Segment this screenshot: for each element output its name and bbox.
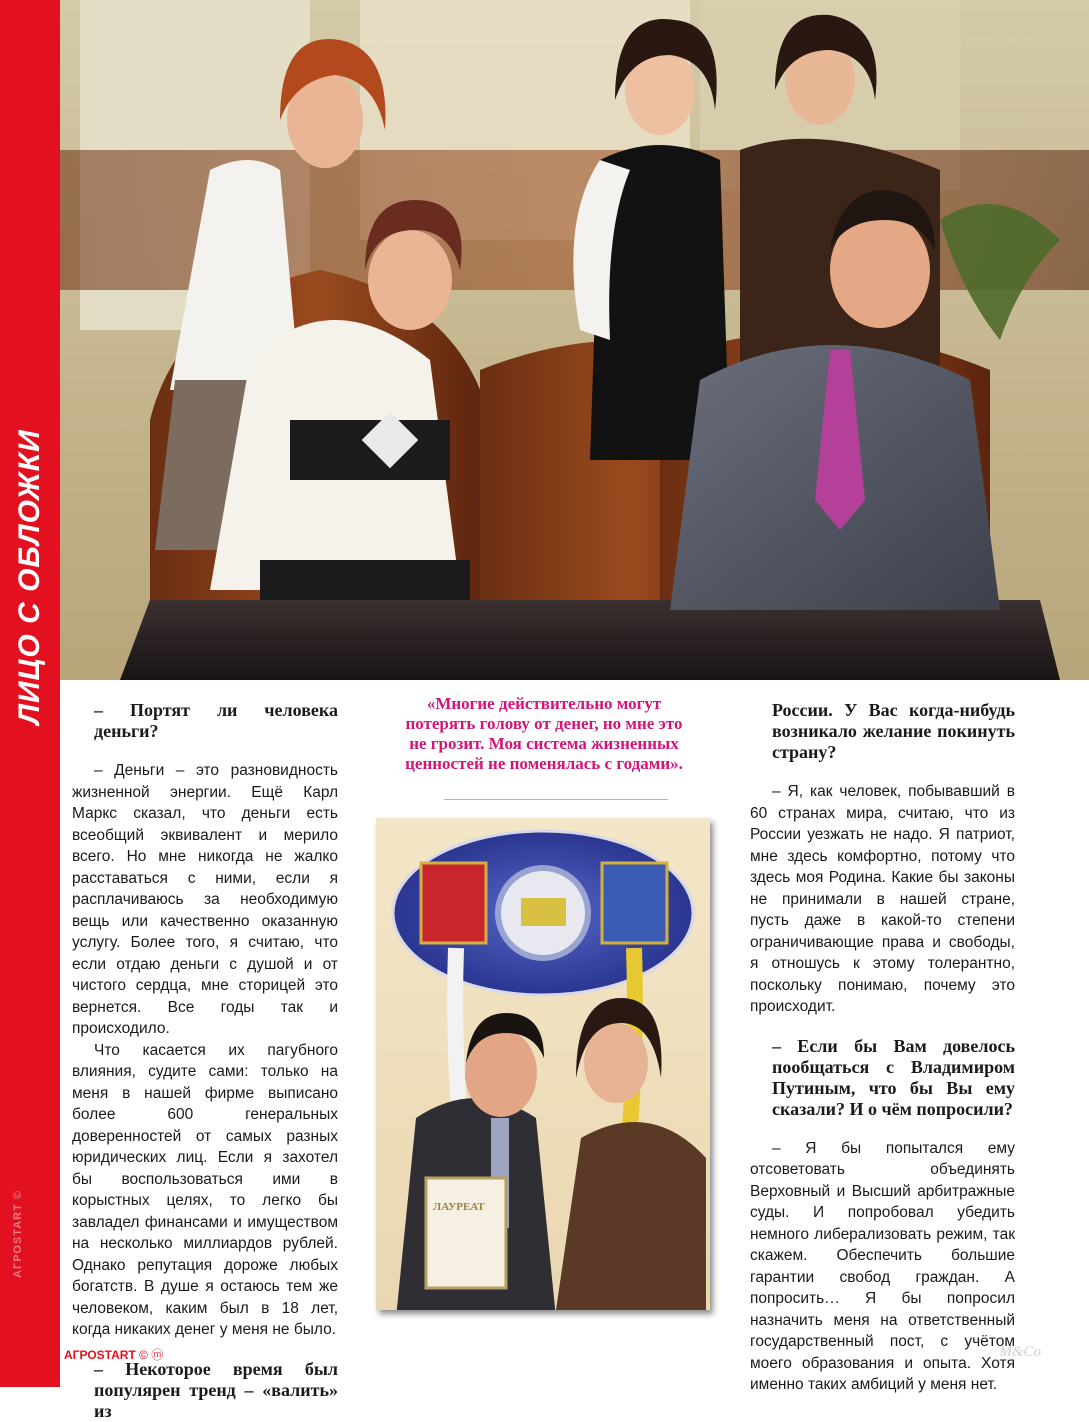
- award-photo: [376, 818, 710, 1310]
- brand-start: START: [96, 1348, 136, 1362]
- question-emigration-start: – Некоторое время был популярен тренд – «валить» из: [94, 1358, 338, 1421]
- brand-agro: АГРО: [64, 1348, 97, 1362]
- question-money: – Портят ли человека деньги?: [94, 700, 338, 741]
- section-title: ЛИЦО С ОБЛОЖКИ: [13, 429, 46, 725]
- answer-money-p2: Что касается их пагубного влияния, судите сами: только на меня в нашей фирме выписано более 600 генеральных доверенностей от самых разных юридических лиц. Если я захотел бы воспользоваться ими в корыстных целях, то легко бы завладел финансами и имуществом на несколько миллиардов рублей. Однако репутация дороже любых богатств. В душе я остаюсь тем же человеком, каким был в 18 лет, когда никаких денег у меня не было.: [72, 1041, 338, 1338]
- answer-emigration: – Я, как человек, побывавший в 60 странах мира, считаю, что из России уезжать не надо. Я патриот, мне здесь комфортно, потому что здесь моя Родина. Какие бы законы не принимали в нашей стране, пусть даже в какой-то степени ограничивающие права и свободы, я отношусь к этому толерантно, поскольку понимаю, почему это происходит.: [750, 783, 1015, 1015]
- diploma-label: ЛАУРЕАТ: [433, 1201, 485, 1213]
- footer-mark: M&Co: [999, 1344, 1041, 1360]
- column-right: [750, 700, 1015, 1396]
- family-photo: [60, 0, 1089, 680]
- quote-divider: [444, 799, 668, 800]
- column-left: [72, 700, 338, 1422]
- section-sidebar: [0, 0, 60, 1387]
- sidebar-watermark: АГРОSTART ©: [12, 1190, 24, 1278]
- answer-putin: – Я бы попытался ему отсоветовать объединять Верховный и Высший арбитражные суды. И попробовал убедить немного либерализовать режим, так скажем. Обеспечить большие гарантии свобод граждан. А попросить… Я бы попросил назначить меня на ответственный государственный пост, с учётом моего образования и опыта. Хотя именно таких амбиций у меня нет.: [750, 1139, 1015, 1393]
- footer-brand: [64, 1346, 163, 1363]
- brand-symbols: © ⓜ: [139, 1348, 164, 1362]
- question-putin: – Если бы Вам довелось пообщаться с Владимиром Путиным, что бы Вы ему сказали? И о чём попросили?: [772, 1035, 1015, 1119]
- photo-watermark: АГРОSTART ©: [951, 36, 1037, 48]
- pull-quote: «Многие действительно могут потерять голову от денег, но мне это не грозит. Моя система жизненных ценностей не поменялась с годами».: [405, 694, 683, 773]
- question-emigration-end: России. У Вас когда-нибудь возникало желание покинуть страну?: [772, 700, 1015, 762]
- answer-money-p1: – Деньги – это разновидность жизненной энергии. Ещё Карл Маркс сказал, что деньги есть всеобщий эквивалент и мерило всего. Но мне никогда не жалко расставаться с ними, если я расплачиваюсь за необходимую вещь или качественно оказанную услугу. Более того, я считаю, что если отдаю деньги с душой и от чистого сердца, мне сторицей это вернется. Все годы так и происходило.: [72, 762, 338, 1037]
